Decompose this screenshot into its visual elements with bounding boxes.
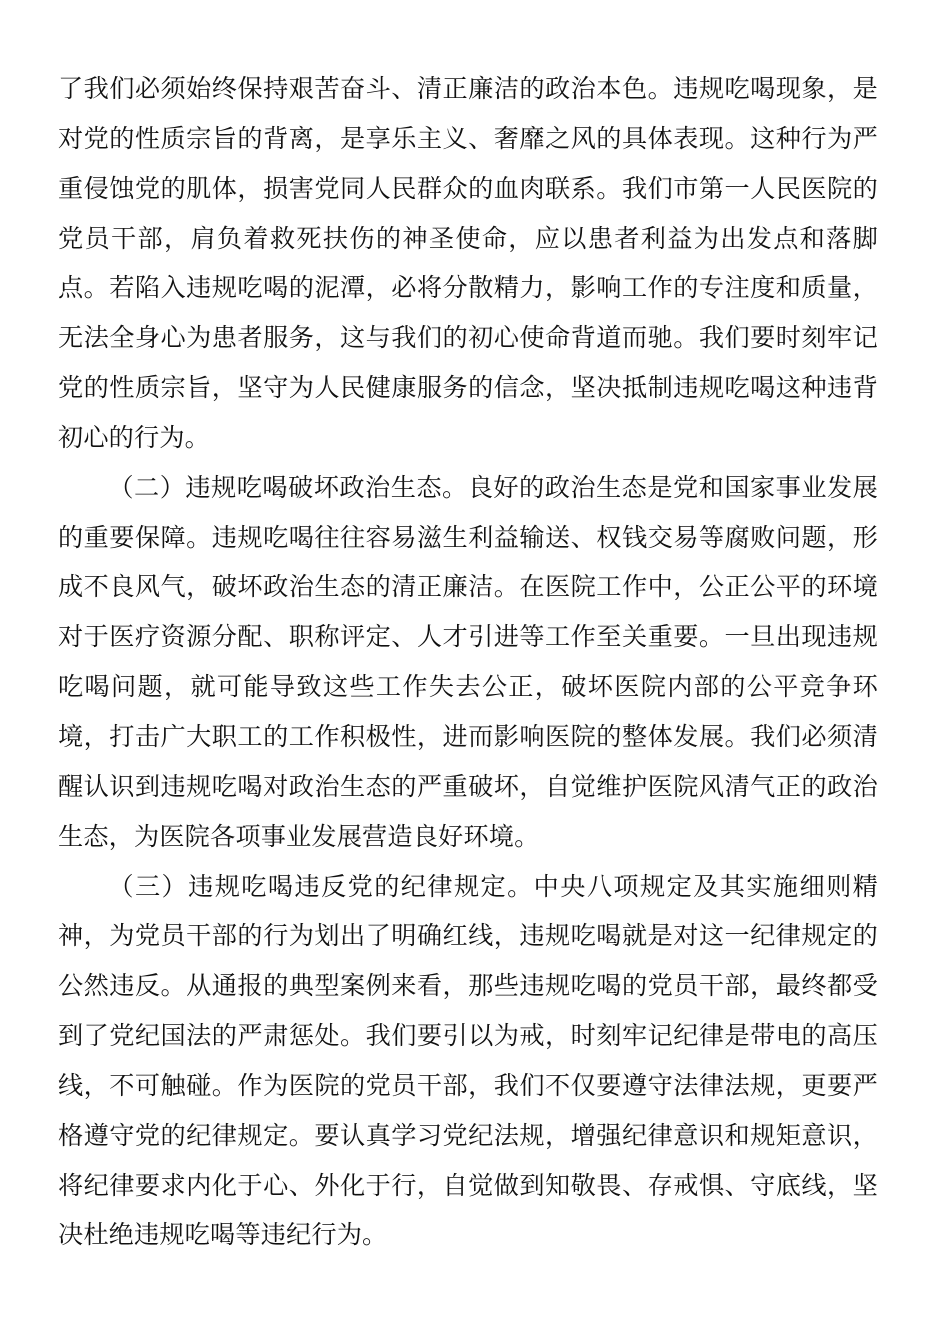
document-body xyxy=(58,64,878,1260)
paragraph-continuation: 了我们必须始终保持艰苦奋斗、清正廉洁的政治本色。违规吃喝现象，是对党的性质宗旨的背离，是享乐主义、奢靡之风的具体表现。这种行为严重侵蚀党的肌体，损害党同人民群众的血肉联系。我们市第一人民医院的党员干部，肩负着救死扶伤的神圣使命，应以患者利益为出发点和落脚点。若陷入违规吃喝的泥潭，必将分散精力，影响工作的专注度和质量，无法全身心为患者服务，这与我们的初心使命背道而驰。我们要时刻牢记党的性质宗旨，坚守为人民健康服务的信念，坚决抵制违规吃喝这种违背初心的行为。 xyxy=(58,74,878,452)
paragraph-section-three: （三）违规吃喝违反党的纪律规定。中央八项规定及其实施细则精神，为党员干部的行为划出了明确红线，违规吃喝就是对这一纪律规定的公然违反。从通报的典型案例来看，那些违规吃喝的党员干部，最终都受到了党纪国法的严肃惩处。我们要引以为戒，时刻牢记纪律是带电的高压线，不可触碰。作为医院的党员干部，我们不仅要遵守法律法规，更要严格遵守党的纪律规定。要认真学习党纪法规，增强纪律意识和规矩意识，将纪律要求内化于心、外化于行，自觉做到知敬畏、存戒惧、守底线，坚决杜绝违规吃喝等违纪行为。 xyxy=(58,871,878,1250)
paragraph-section-two: （二）违规吃喝破坏政治生态。良好的政治生态是党和国家事业发展的重要保障。违规吃喝往往容易滋生利益输送、权钱交易等腐败问题，形成不良风气，破坏政治生态的清正廉洁。在医院工作中，公正公平的环境对于医疗资源分配、职称评定、人才引进等工作至关重要。一旦出现违规吃喝问题，就可能导致这些工作失去公正，破坏医院内部的公平竞争环境，打击广大职工的工作积极性，进而影响医院的整体发展。我们必须清醒认识到违规吃喝对政治生态的严重破坏，自觉维护医院风清气正的政治生态，为医院各项事业发展营造良好环境。 xyxy=(58,472,878,851)
